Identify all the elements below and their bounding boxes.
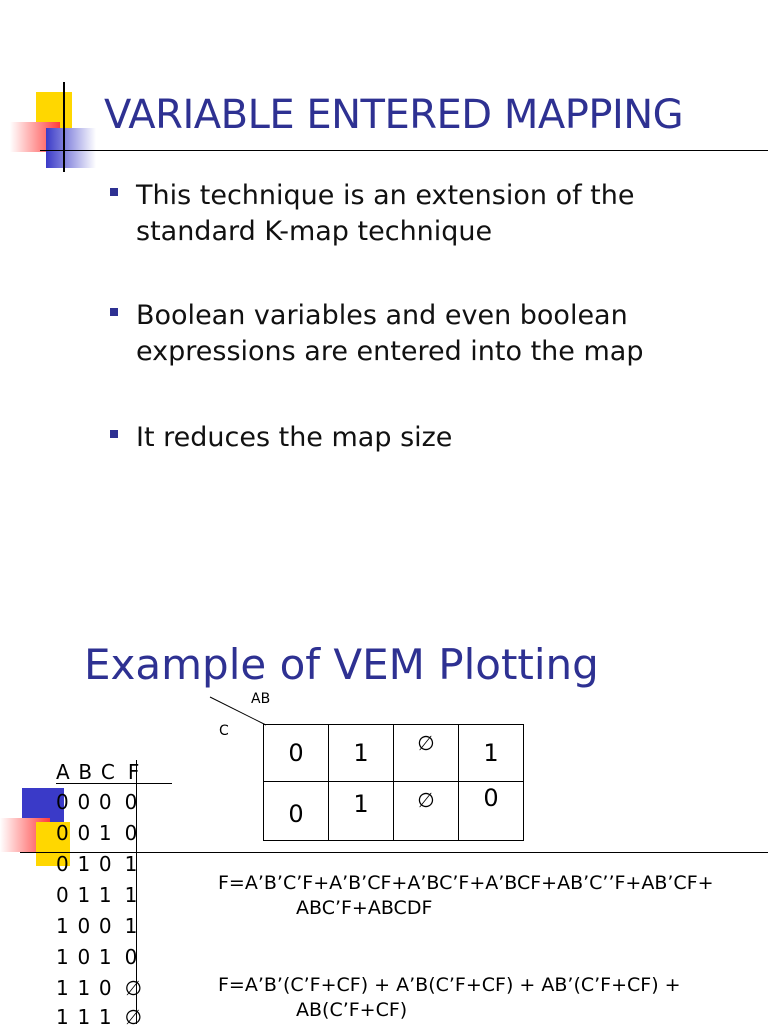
kmap-cell: 1 bbox=[329, 782, 394, 841]
truth-table-header: A B C F bbox=[56, 760, 140, 784]
bullet-text-line: It reduces the map size bbox=[136, 422, 453, 453]
bullet-text-line: standard K-map technique bbox=[136, 216, 493, 247]
kmap-cell: 1 bbox=[329, 725, 394, 782]
kmap-c-label: C bbox=[219, 723, 229, 739]
truth-table-row: 0 1 1 1 bbox=[56, 883, 138, 907]
kmap-cell: ∅ bbox=[394, 782, 459, 841]
truth-table-row: 1 0 0 1 bbox=[56, 914, 138, 938]
kmap-row bbox=[264, 725, 524, 782]
truth-table-row: 0 1 0 1 bbox=[56, 852, 138, 876]
bullet-square-icon bbox=[110, 188, 118, 196]
kmap-cell: 0 bbox=[264, 782, 329, 841]
kmap-cell: 1 bbox=[459, 725, 524, 782]
kmap-diagonal bbox=[208, 695, 268, 727]
kmap-cell: 0 bbox=[459, 782, 524, 841]
bullet-square-icon bbox=[110, 430, 118, 438]
page-title: VARIABLE ENTERED MAPPING bbox=[104, 92, 684, 138]
truth-table-row: 1 1 0 ∅ bbox=[56, 976, 143, 1000]
bullet-item bbox=[104, 178, 664, 258]
kmap-cell: ∅ bbox=[394, 725, 459, 782]
kmap-cell: 0 bbox=[264, 725, 329, 782]
section-title: Example of VEM Plotting bbox=[84, 640, 599, 689]
kmap-ab-label: AB bbox=[251, 691, 271, 707]
bullet-square-icon bbox=[110, 308, 118, 316]
bullet-item bbox=[104, 420, 664, 460]
equation-2-line-2: AB(C’F+CF) bbox=[296, 999, 408, 1021]
bullet-text-line: expressions are entered into the map bbox=[136, 336, 644, 367]
truth-table-row: 1 1 1 ∅ bbox=[56, 1005, 143, 1029]
truth-table-row: 0 0 0 0 bbox=[56, 790, 138, 814]
bullet-text-line: This technique is an extension of the bbox=[136, 180, 635, 211]
equation-2-line-1: F=A’B’(C’F+CF) + A’B(C’F+CF) + AB’(C’F+CF) + bbox=[218, 974, 681, 996]
kmap-row bbox=[264, 782, 524, 841]
equation-1-line-1: F=A’B’C’F+A’B’CF+A’BC’F+A’BCF+AB’C’’F+AB’CF+ bbox=[218, 872, 714, 894]
kmap-grid bbox=[263, 724, 524, 841]
truth-table-row: 0 0 1 0 bbox=[56, 821, 138, 845]
truth-table-row: 1 0 1 0 bbox=[56, 945, 138, 969]
equation-1-line-2: ABC’F+ABCDF bbox=[296, 897, 433, 919]
bullet-item bbox=[104, 298, 664, 378]
bullet-text-line: Boolean variables and even boolean bbox=[136, 300, 628, 331]
